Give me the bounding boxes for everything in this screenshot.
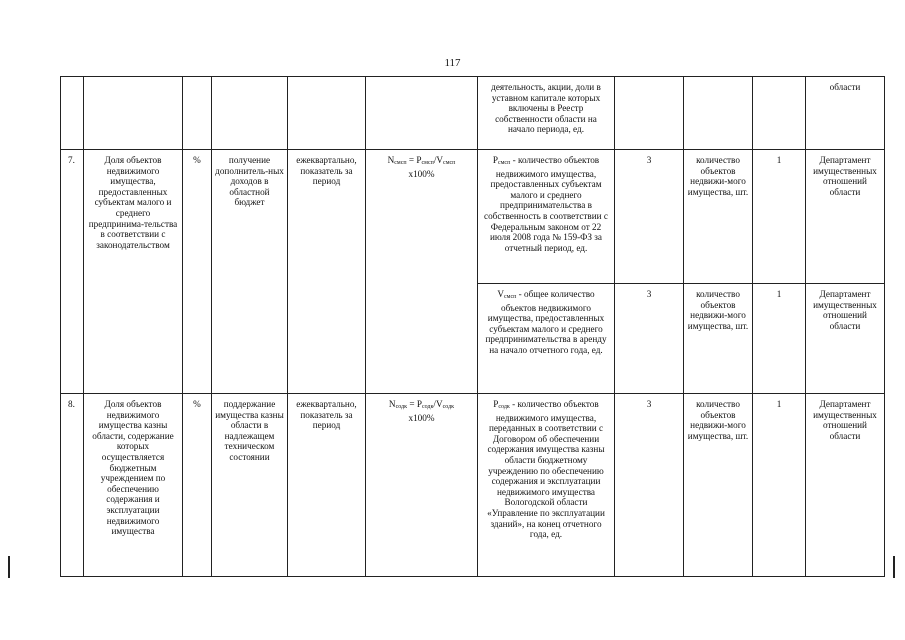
indicator-formula bbox=[366, 77, 478, 150]
left-scan-mark bbox=[8, 556, 10, 578]
indicator-period bbox=[288, 77, 366, 150]
component-source bbox=[753, 77, 806, 150]
indicator-direction: получение дополнитель-ных доходов в областной бюджет bbox=[212, 150, 288, 394]
indicators-table bbox=[60, 76, 885, 577]
component-responsible: Департамент имущественных отношений области bbox=[806, 394, 885, 577]
indicator-name: Доля объектов недвижимого имущества, предоставленных субъектам малого и среднего предпринима-тельства в соответствии с законодательством bbox=[84, 150, 183, 394]
row-number bbox=[61, 77, 84, 150]
indicator-unit: % bbox=[183, 394, 212, 577]
component-method bbox=[615, 77, 684, 150]
component-description: Pсмсп - количество объектов недвижимого имущества, предоставленных субъектам малого и среднего предпринимательства в собственность в соответствии с Федеральным законом от 22 июля 2008 года № 159-ФЗ за отчетный период, ед. bbox=[478, 150, 615, 284]
component-unit: количество объектов недвижи-мого имущества, шт. bbox=[684, 394, 753, 577]
component-responsible: Департамент имущественных отношений области bbox=[806, 284, 885, 394]
table-row bbox=[61, 150, 885, 284]
component-description: Pсодк - количество объектов недвижимого имущества, переданных в соответствии с Договором об обеспечении содержания имущества казны области бюджетному учреждению по обеспечению содержания и эксплуатации недвижимого имущества Вологодской области «Управление по эксплуатации зданий», на конец отчетного года, ед. bbox=[478, 394, 615, 577]
component-method: 3 bbox=[615, 150, 684, 284]
indicator-name bbox=[84, 77, 183, 150]
right-scan-mark bbox=[893, 556, 895, 578]
component-description: Vсмсп - общее количество объектов недвижимого имущества, предоставленных субъектам малого и среднего предпринимательства в аренду на начало отчетного года, ед. bbox=[478, 284, 615, 394]
component-method: 3 bbox=[615, 284, 684, 394]
component-unit: количество объектов недвижи-мого имущества, шт. bbox=[684, 284, 753, 394]
table-row bbox=[61, 77, 885, 150]
indicator-period: ежеквартально, показатель за период bbox=[288, 394, 366, 577]
row-number: 8. bbox=[61, 394, 84, 577]
indicator-unit bbox=[183, 77, 212, 150]
component-unit: количество объектов недвижи-мого имущества, шт. bbox=[684, 150, 753, 284]
indicator-direction bbox=[212, 77, 288, 150]
indicator-name: Доля объектов недвижимого имущества казны области, содержание которых осуществляется бюджетным учреждением по обеспечению содержания и эксплуатации недвижимого имущества bbox=[84, 394, 183, 577]
row-number: 7. bbox=[61, 150, 84, 394]
component-description: деятельность, акции, доли в уставном капитале которых включены в Реестр собственности области на начало периода, ед. bbox=[478, 77, 615, 150]
indicator-formula: Nсодк = Pсодк/Vсодк x100% bbox=[366, 394, 478, 577]
table-row bbox=[61, 394, 885, 577]
indicator-direction: поддержание имущества казны области в надлежащем техническом состоянии bbox=[212, 394, 288, 577]
page-number: 117 bbox=[444, 57, 461, 69]
component-responsible: Департамент имущественных отношений области bbox=[806, 150, 885, 284]
indicator-formula: Nсмсп = Pсмсп/Vсмсп x100% bbox=[366, 150, 478, 394]
component-source: 1 bbox=[753, 394, 806, 577]
indicator-unit: % bbox=[183, 150, 212, 394]
component-responsible: области bbox=[806, 77, 885, 150]
component-method: 3 bbox=[615, 394, 684, 577]
component-source: 1 bbox=[753, 284, 806, 394]
indicator-period: ежеквартально, показатель за период bbox=[288, 150, 366, 394]
component-unit bbox=[684, 77, 753, 150]
component-source: 1 bbox=[753, 150, 806, 284]
